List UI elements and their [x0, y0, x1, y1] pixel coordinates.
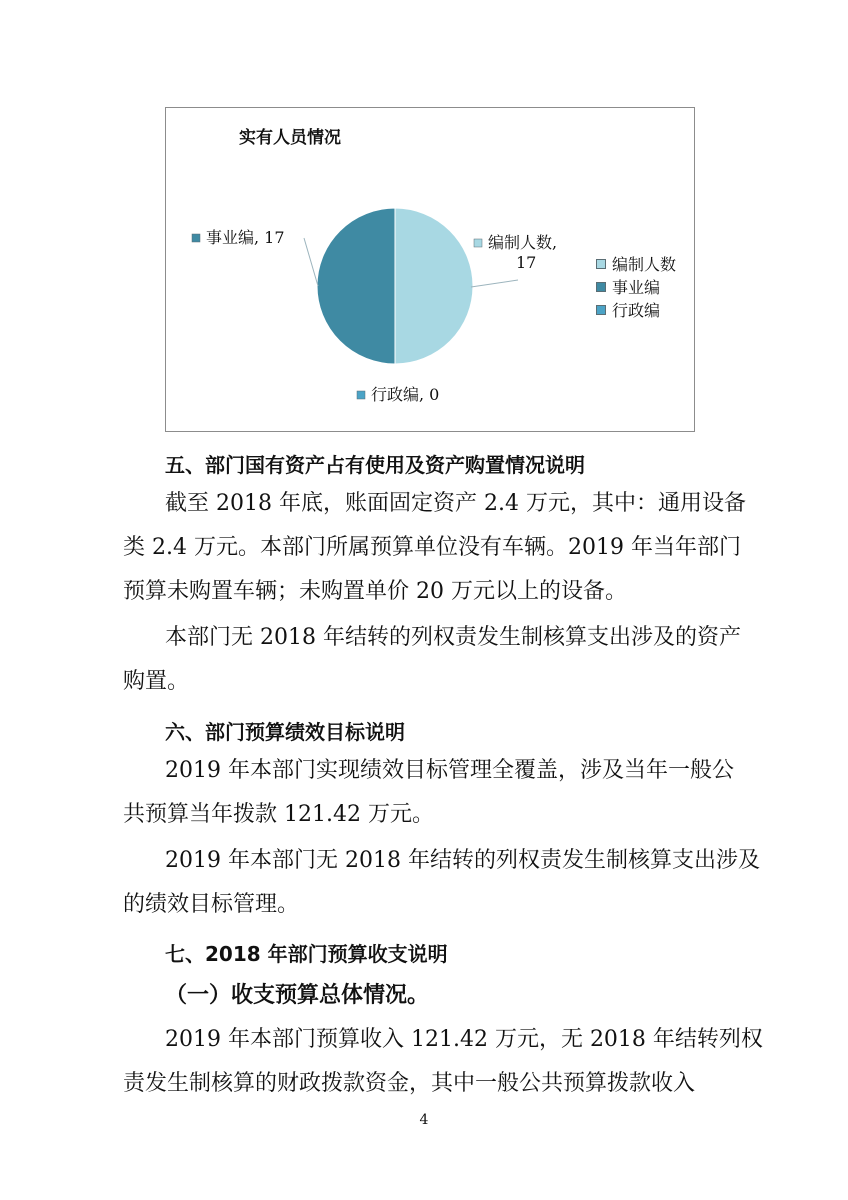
paragraph-line: 责发生制核算的财政拨款资金，其中一般公共预算拨款收入	[123, 1071, 696, 1096]
section-heading: 六、部门预算绩效目标说明	[165, 720, 405, 744]
data-label-swatch	[474, 239, 482, 247]
subsection-heading: （一）收支预算总体情况。	[165, 983, 430, 1008]
paragraph-line: 本部门无 2018 年结转的列权责发生制核算支出涉及的资产	[165, 625, 741, 650]
leader-line	[471, 280, 518, 287]
paragraph-line: 类 2.4 万元。本部门所属预算单位没有车辆。2019 年当年部门	[123, 535, 741, 560]
chart-title: 实有人员情况	[239, 128, 341, 148]
data-label-value: 17	[516, 253, 537, 272]
legend-swatch	[596, 282, 606, 292]
paragraph-line: 2019 年本部门预算收入 121.42 万元，无 2018 年结转列权	[165, 1027, 763, 1052]
legend-item	[596, 252, 676, 275]
pie-slice	[395, 208, 473, 364]
paragraph-line: 的绩效目标管理。	[123, 892, 300, 917]
paragraph-line: 共预算当年拨款 121.42 万元。	[123, 802, 434, 827]
paragraph-line: 截至 2018 年底，账面固定资产 2.4 万元，其中：通用设备	[165, 491, 746, 516]
paragraph-line: 购置。	[123, 669, 190, 694]
pie-slice	[317, 208, 395, 364]
legend-item	[596, 298, 676, 321]
section-heading: 七、2018 年部门预算收支说明	[165, 942, 448, 966]
legend-swatch	[596, 259, 606, 269]
legend-label: 事业编	[612, 278, 661, 297]
legend-label: 行政编	[612, 301, 661, 320]
data-label: 编制人数,	[488, 233, 558, 252]
paragraph-line: 2019 年本部门实现绩效目标管理全覆盖，涉及当年一般公	[165, 758, 734, 783]
data-label: 行政编, 0	[371, 385, 440, 404]
chart-legend	[596, 252, 676, 321]
legend-label: 编制人数	[612, 255, 677, 274]
leader-line	[304, 238, 318, 286]
paragraph-line: 2019 年本部门无 2018 年结转的列权责发生制核算支出涉及	[165, 848, 760, 873]
page-number: 4	[419, 1112, 429, 1128]
legend-swatch	[596, 305, 606, 315]
pie-chart	[165, 107, 695, 432]
data-label: 事业编, 17	[206, 228, 285, 247]
data-label-swatch	[192, 234, 200, 242]
paragraph-line: 预算未购置车辆；未购置单价 20 万元以上的设备。	[123, 579, 627, 604]
legend-item	[596, 275, 676, 298]
section-heading: 五、部门国有资产占有使用及资产购置情况说明	[165, 453, 585, 477]
data-label-swatch	[357, 391, 365, 399]
